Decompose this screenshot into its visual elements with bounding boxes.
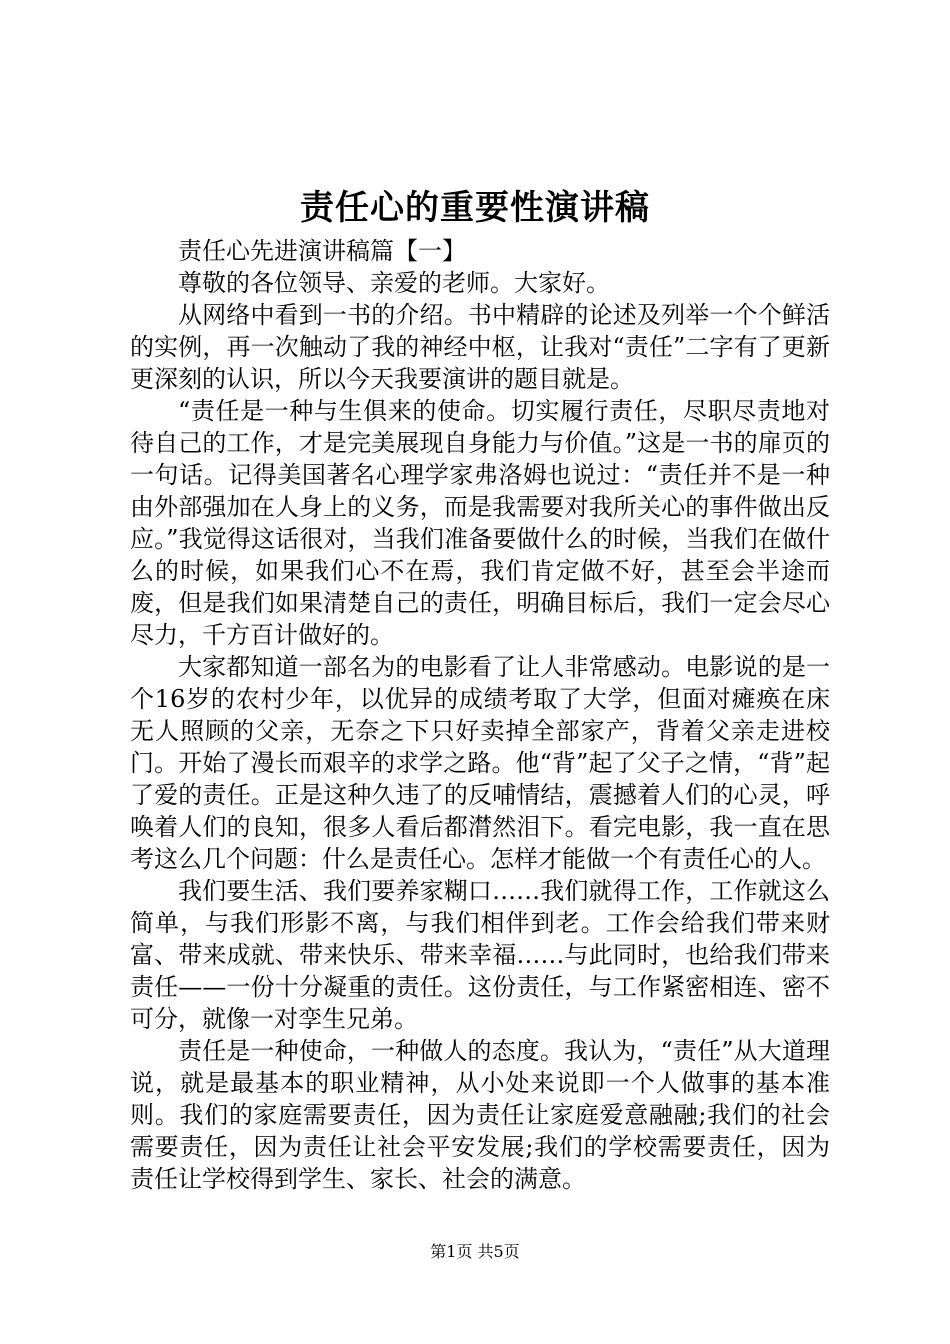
page-number-footer: 第1页 共5页	[430, 1242, 520, 1261]
paragraph-section-heading: 责任心先进演讲稿篇【一】	[178, 237, 466, 265]
paragraph: 从网络中看到一书的介绍。书中精辟的论述及列举一个个鲜活的实例，再一次触动了我的神经中枢，让我对“责任”二字有了更新更深刻的认识，所以今天我要演讲的题目就是。	[130, 301, 830, 393]
paragraph: “责任是一种与生俱来的使命。切实履行责任，尽职尽责地对待自己的工作，才是完美展现自身能力与价值。”这是一书的扉页的一句话。记得美国著名心理学家弗洛姆也说过：“责任并不是一种由外部强加在人身上的义务，而是我需要对我所关心的事件做出反应。”我觉得这话很对，当我们准备要做什么的时候，当我们在做什么的时候，如果我们心不在焉，我们肯定做不好，甚至会半途而废，但是我们如果清楚自己的责任，明确目标后，我们一定会尽心尽力，千方百计做好的。	[130, 397, 830, 649]
paragraph: 责任是一种使命，一种做人的态度。我认为，“责任”从大道理说，就是最基本的职业精神，从小处来说即一个人做事的基本准则。我们的家庭需要责任，因为责任让家庭爱意融融;我们的社会需要责任，因为责任让社会平安发展;我们的学校需要责任，因为责任让学校得到学生、家长、社会的满意。	[130, 1037, 830, 1193]
paragraph: 我们要生活、我们要养家糊口……我们就得工作，工作就这么简单，与我们形影不离，与我们相伴到老。工作会给我们带来财富、带来成就、带来快乐、带来幸福……与此同时，也给我们带来责任——一份十分凝重的责任。这份责任，与工作紧密相连、密不可分，就像一对孪生兄弟。	[130, 877, 830, 1033]
paragraph-greeting: 尊敬的各位领导、亲爱的老师。大家好。	[178, 269, 610, 297]
paragraph: 大家都知道一部名为的电影看了让人非常感动。电影说的是一个16岁的农村少年，以优异的成绩考取了大学，但面对瘫痪在床无人照顾的父亲，无奈之下只好卖掉全部家产，背着父亲走进校门。开始了漫长而艰辛的求学之路。他“背”起了父子之情，“背”起了爱的责任。正是这种久违了的反哺情结，震撼着人们的心灵，呼唤着人们的良知，很多人看后都潸然泪下。看完电影，我一直在思考这么几个问题：什么是责任心。怎样才能做一个有责任心的人。	[130, 653, 830, 873]
document-body	[130, 235, 830, 1195]
document-title: 责任心的重要性演讲稿	[300, 188, 650, 228]
